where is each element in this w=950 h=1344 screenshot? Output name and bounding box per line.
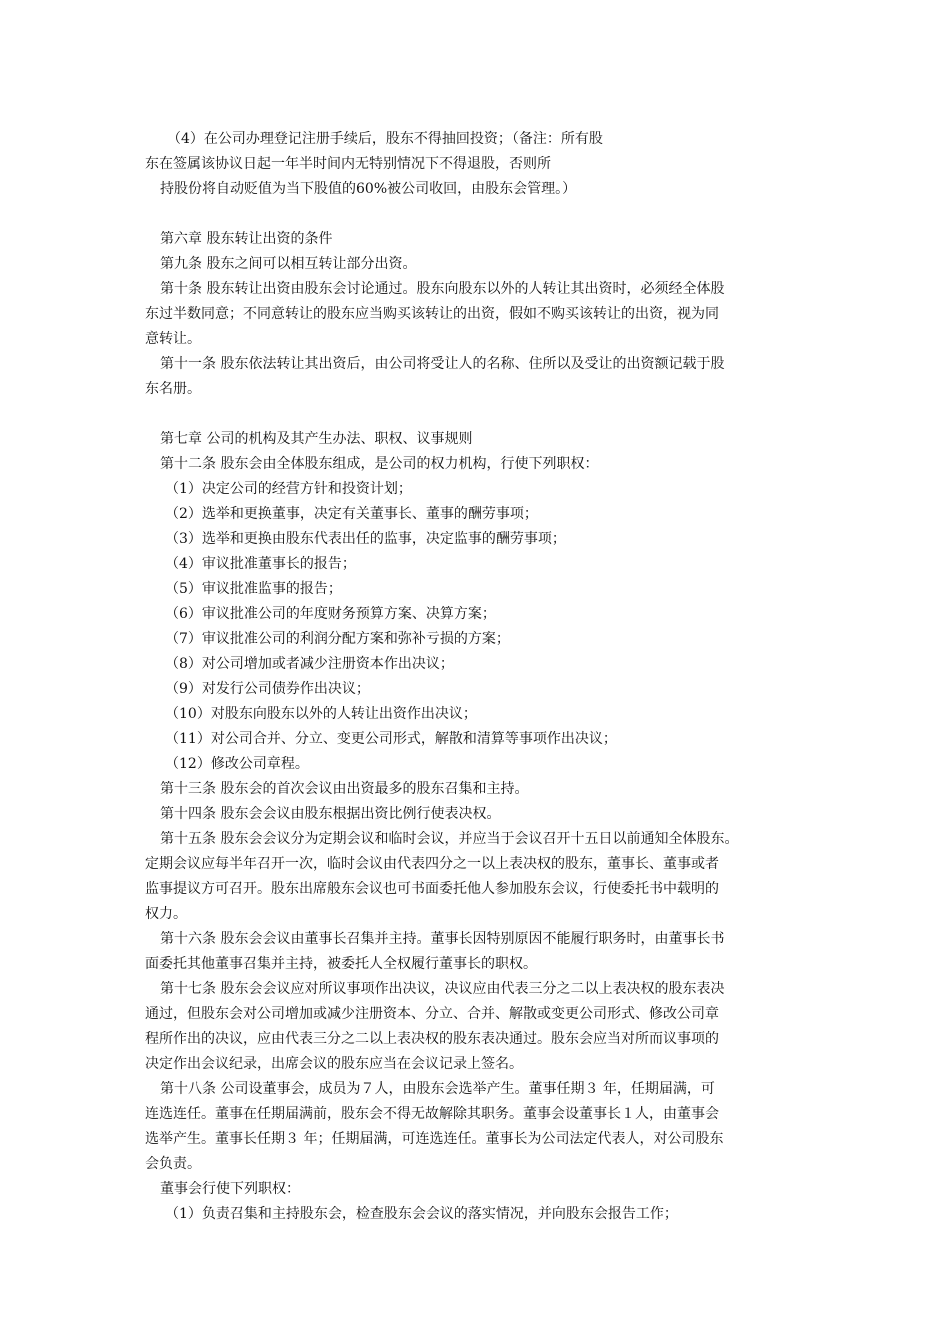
- text-line: 持股份将自动贬值为当下股值的60%被公司收回，由股东会管理。）: [160, 181, 577, 197]
- list-item: （11）对公司合并、分立、变更公司形式，解散和清算等事项作出决议；: [165, 731, 617, 747]
- text-line: （4）在公司办理登记注册手续后，股东不得抽回投资；（备注：所有股: [167, 131, 603, 147]
- text-line: 面委托其他董事召集并主持，被委托人全权履行董事长的职权。: [145, 956, 537, 972]
- text-line: 权力。: [145, 906, 187, 922]
- list-item: （9）对发行公司债券作出决议；: [165, 681, 370, 697]
- list-item: （7）审议批准公司的利润分配方案和弥补亏损的方案；: [165, 631, 510, 647]
- chapter-heading: 第六章 股东转让出资的条件: [160, 231, 333, 247]
- text-line: 决定作出会议纪录，出席会议的股东应当在会议记录上签名。: [145, 1056, 523, 1072]
- text-line: 第十八条 公司设董事会，成员为７人，由股东会选举产生。董事任期３ 年，任期届满，可: [160, 1081, 715, 1097]
- text-line: 第十六条 股东会会议由董事长召集并主持。董事长因特别原因不能履行职务时，由董事长书: [160, 931, 725, 947]
- text-line: 监事提议方可召开。股东出席般东会议也可书面委托他人参加股东会议，行使委托书中载明的: [145, 881, 719, 897]
- text-line: 意转让。: [145, 331, 201, 347]
- list-item: （3）选举和更换由股东代表出任的监事，决定监事的酬劳事项；: [165, 531, 566, 547]
- chapter-heading: 第七章 公司的机构及其产生办法、职权、议事规则: [160, 431, 473, 447]
- list-item: （6）审议批准公司的年度财务预算方案、决算方案；: [165, 606, 496, 622]
- list-item: （12）修改公司章程。: [165, 756, 309, 772]
- text-line: 第十四条 股东会会议由股东根据出资比例行使表决权。: [160, 806, 501, 822]
- text-line: 第十条 股东转让出资由股东会讨论通过。股东向股东以外的人转让其出资时，必须经全体股: [160, 281, 725, 297]
- text-line: 东名册。: [145, 381, 201, 397]
- text-line: 第十五条 股东会会议分为定期会议和临时会议，并应当于会议召开十五日以前通知全体股东。: [160, 831, 739, 847]
- text-line: 董事会行使下列职权：: [160, 1181, 300, 1197]
- text-line: 第九条 股东之间可以相互转让部分出资。: [160, 256, 417, 272]
- list-item: （8）对公司增加或者减少注册资本作出决议；: [165, 656, 454, 672]
- text-line: 会负责。: [145, 1156, 201, 1172]
- list-item: （2）选举和更换董事，决定有关董事长、董事的酬劳事项；: [165, 506, 538, 522]
- text-line: 连选连任。董事在任期届满前，股东会不得无故解除其职务。董事会设董事长１人，由董事会: [145, 1106, 719, 1122]
- text-line: 程所作出的决议，应由代表三分之二以上表决权的股东表决通过。股东会应当对所而议事项的: [145, 1031, 719, 1047]
- text-line: 第十三条 股东会的首次会议由出资最多的股东召集和主持。: [160, 781, 529, 797]
- list-item: （1）负责召集和主持股东会，检查股东会会议的落实情况，并向股东会报告工作；: [165, 1206, 678, 1222]
- text-line: 东在签属该协议日起一年半时间内无特别情况下不得退股，否则所: [145, 156, 551, 172]
- list-item: （1）决定公司的经营方针和投资计划；: [165, 481, 412, 497]
- text-line: 通过，但股东会对公司增加或减少注册资本、分立、合并、解散或变更公司形式、修改公司章: [145, 1006, 719, 1022]
- list-item: （5）审议批准监事的报告；: [165, 581, 342, 597]
- text-line: 定期会议应每半年召开一次，临时会议由代表四分之一以上表决权的股东，董事长、董事或者: [145, 856, 719, 872]
- text-line: 东过半数同意；不同意转让的股东应当购买该转让的出资，假如不购买该转让的出资，视为同: [145, 306, 719, 322]
- text-line: 选举产生。董事长任期３ 年；任期届满，可连选连任。董事长为公司法定代表人，对公司股东: [145, 1131, 724, 1147]
- text-line: 第十一条 股东依法转让其出资后，由公司将受让人的名称、住所以及受让的出资额记载于股: [160, 356, 725, 372]
- text-line: 第十七条 股东会会议应对所议事项作出决议，决议应由代表三分之二以上表决权的股东表决: [160, 981, 725, 997]
- text-line: 第十二条 股东会由全体股东组成，是公司的权力机构，行使下列职权：: [160, 456, 599, 472]
- list-item: （4）审议批准董事长的报告；: [165, 556, 356, 572]
- list-item: （10）对股东向股东以外的人转让出资作出决议；: [165, 706, 477, 722]
